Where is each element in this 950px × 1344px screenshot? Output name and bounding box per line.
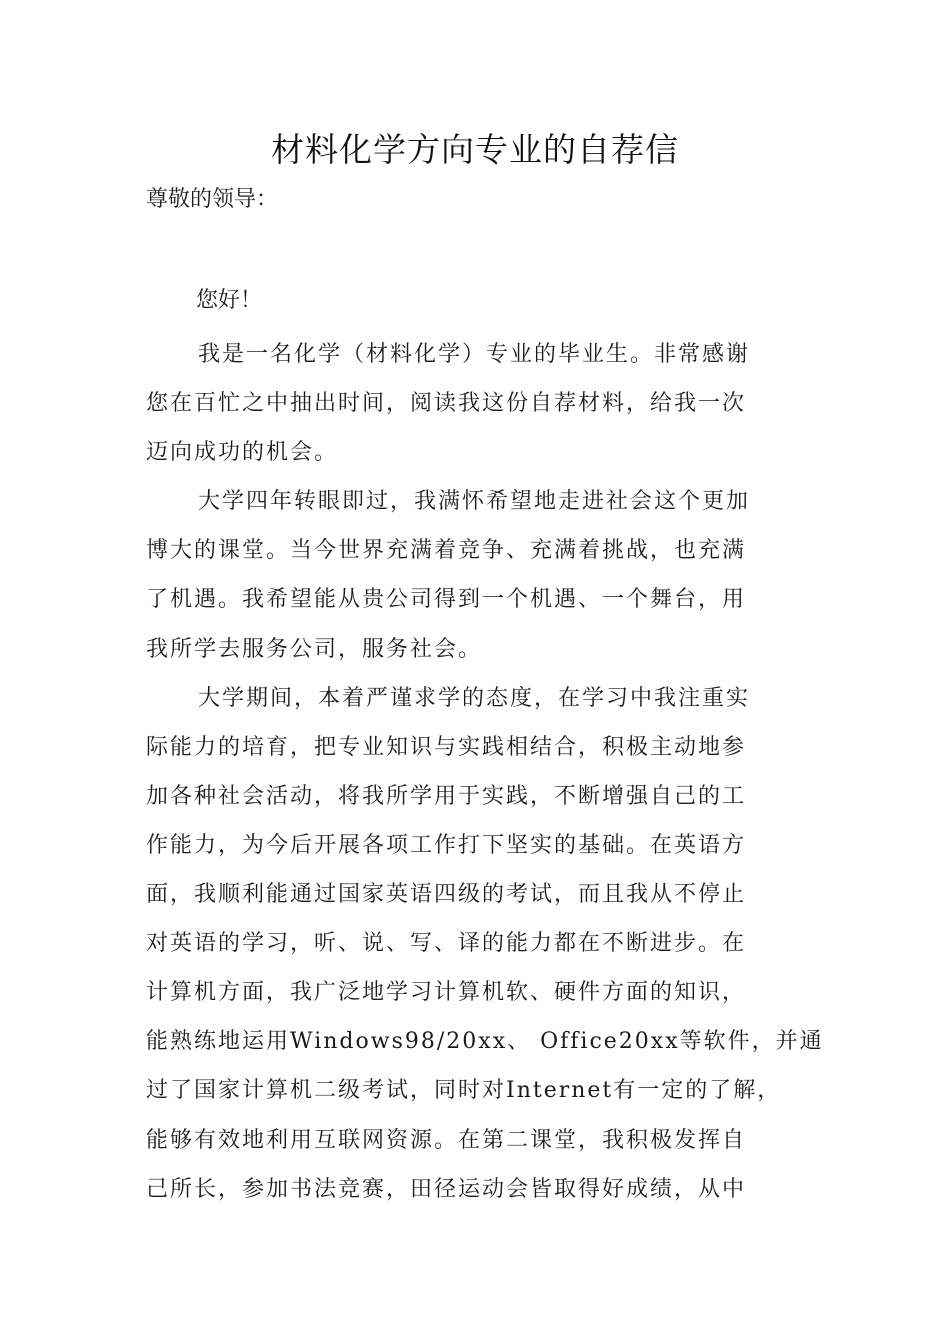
salutation: 尊敬的领导： bbox=[146, 187, 279, 212]
paragraph-line: 大学四年转眼即过，我满怀希望地走进社会这个更加 bbox=[198, 489, 751, 515]
paragraph-line: 了机遇。我希望能从贵公司得到一个机遇、一个舞台，用 bbox=[146, 587, 747, 613]
paragraph-line: 大学期间，本着严谨求学的态度，在学习中我注重实 bbox=[198, 685, 751, 711]
greeting: 您好！ bbox=[196, 288, 263, 313]
paragraph-line: 过了国家计算机二级考试，同时对Internet有一定的了解， bbox=[146, 1078, 782, 1104]
paragraph-line: 能熟练地运用Windows98/20xx、 Office20xx等软件，并通 bbox=[146, 1029, 824, 1055]
paragraph-line: 我所学去服务公司，服务社会。 bbox=[146, 636, 483, 662]
paragraph-line: 对英语的学习，听、说、写、译的能力都在不断进步。在 bbox=[146, 931, 747, 957]
paragraph-line: 作能力，为今后开展各项工作打下坚实的基础。在英语方 bbox=[146, 832, 747, 858]
paragraph-line: 能够有效地利用互联网资源。在第二课堂，我积极发挥自 bbox=[146, 1127, 747, 1153]
paragraph-line: 迈向成功的机会。 bbox=[146, 440, 339, 466]
paragraph-line: 加各种社会活动，将我所学用于实践，不断增强自己的工 bbox=[146, 783, 747, 809]
paragraph-line: 己所长，参加书法竞赛，田径运动会皆取得好成绩，从中 bbox=[146, 1176, 747, 1202]
paragraph-line: 面，我顺利能通过国家英语四级的考试，而且我从不停止 bbox=[146, 882, 747, 908]
paragraph-line: 际能力的培育，把专业知识与实践相结合，积极主动地参 bbox=[146, 734, 747, 760]
page-title: 材料化学方向专业的自荐信 bbox=[271, 130, 679, 169]
paragraph-line: 您在百忙之中抽出时间，阅读我这份自荐材料，给我一次 bbox=[146, 391, 747, 417]
paragraph-line: 我是一名化学（材料化学）专业的毕业生。非常感谢 bbox=[198, 342, 751, 367]
paragraph-line: 计算机方面，我广泛地学习计算机软、硬件方面的知识， bbox=[146, 980, 747, 1006]
paragraph-line: 博大的课堂。当今世界充满着竞争、充满着挑战，也充满 bbox=[146, 538, 747, 564]
letter-body bbox=[146, 330, 836, 1214]
